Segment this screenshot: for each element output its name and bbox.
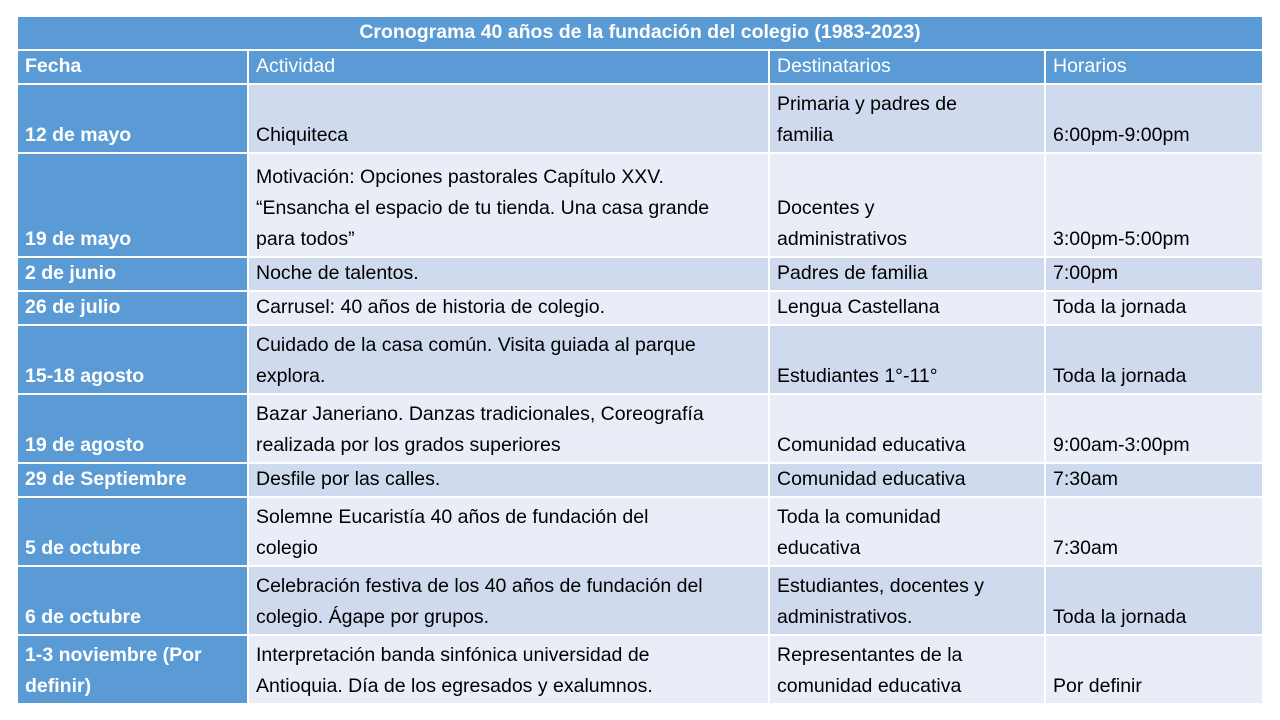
schedule-table (16, 15, 1264, 705)
time-cell (1045, 635, 1263, 704)
activity-cell (248, 257, 769, 291)
time-cell (1045, 325, 1263, 394)
date-cell (17, 291, 248, 325)
date-cell-text: 6 de octubre (25, 606, 141, 628)
time-cell-text: Por definir (1053, 675, 1142, 697)
audience-cell (769, 291, 1045, 325)
activity-cell-text: Noche de talentos. (256, 262, 419, 284)
activity-cell (248, 153, 769, 257)
date-cell (17, 257, 248, 291)
time-cell (1045, 257, 1263, 291)
table-row (17, 291, 1263, 325)
audience-cell-text: Estudiantes 1°-11° (777, 365, 938, 387)
date-cell-text: 5 de octubre (25, 537, 141, 559)
table-row (17, 635, 1263, 704)
table-row (17, 394, 1263, 463)
title-row (17, 16, 1263, 50)
table-row (17, 257, 1263, 291)
header-audience: Destinatarios (769, 50, 1045, 84)
audience-cell (769, 463, 1045, 497)
time-cell (1045, 394, 1263, 463)
audience-cell-text: Comunidad educativa (777, 434, 966, 456)
date-cell-text: 1-3 noviembre (Por definir) (25, 644, 202, 697)
activity-cell-text: Solemne Eucaristía 40 años de fundación del colegio (256, 506, 649, 559)
activity-cell (248, 394, 769, 463)
time-cell-text: 7:30am (1053, 537, 1119, 559)
time-cell (1045, 566, 1263, 635)
activity-cell (248, 463, 769, 497)
audience-cell-text: Toda la comunidad educativa (777, 506, 941, 559)
date-cell (17, 635, 248, 704)
table-row (17, 497, 1263, 566)
activity-cell-text: Celebración festiva de los 40 años de fundación del colegio. Ágape por grupos. (256, 575, 703, 628)
activity-cell-text: Motivación: Opciones pastorales Capítulo XXV. “Ensancha el espacio de tu tienda. Una casa grande para todos” (256, 166, 710, 250)
audience-cell (769, 153, 1045, 257)
audience-cell-text: Comunidad educativa (777, 468, 966, 490)
date-cell (17, 463, 248, 497)
time-cell (1045, 291, 1263, 325)
time-cell (1045, 497, 1263, 566)
time-cell-text: Toda la jornada (1053, 606, 1187, 628)
table-row (17, 84, 1263, 153)
time-cell-text: Toda la jornada (1053, 365, 1187, 387)
time-cell (1045, 463, 1263, 497)
date-cell-text: 12 de mayo (25, 124, 132, 146)
activity-cell (248, 84, 769, 153)
table-title: Cronograma 40 años de la fundación del colegio (1983-2023) (17, 16, 1263, 50)
activity-cell (248, 291, 769, 325)
activity-cell (248, 566, 769, 635)
audience-cell-text: Lengua Castellana (777, 296, 940, 318)
time-cell-text: 9:00am-3:00pm (1053, 434, 1190, 456)
date-cell (17, 394, 248, 463)
date-cell (17, 566, 248, 635)
table-row (17, 463, 1263, 497)
activity-cell-text: Interpretación banda sinfónica universidad de Antioquia. Día de los egresados y exalumnos. (256, 644, 653, 697)
activity-cell (248, 325, 769, 394)
time-cell (1045, 153, 1263, 257)
audience-cell-text: Representantes de la comunidad educativa (777, 644, 963, 697)
header-schedule: Horarios (1045, 50, 1263, 84)
date-cell-text: 26 de julio (25, 296, 121, 318)
activity-cell (248, 497, 769, 566)
audience-cell-text: Primaria y padres de familia (777, 93, 957, 146)
table-row (17, 566, 1263, 635)
audience-cell (769, 635, 1045, 704)
time-cell-text: 3:00pm-5:00pm (1053, 228, 1190, 250)
header-activity: Actividad (248, 50, 769, 84)
time-cell-text: Toda la jornada (1053, 296, 1187, 318)
date-cell-text: 19 de mayo (25, 228, 132, 250)
time-cell (1045, 84, 1263, 153)
table-row (17, 153, 1263, 257)
date-cell-text: 19 de agosto (25, 434, 145, 456)
activity-cell (248, 635, 769, 704)
audience-cell (769, 257, 1045, 291)
audience-cell-text: Padres de familia (777, 262, 928, 284)
time-cell-text: 6:00pm-9:00pm (1053, 124, 1190, 146)
date-cell-text: 2 de junio (25, 262, 117, 284)
date-cell (17, 497, 248, 566)
activity-cell-text: Bazar Janeriano. Danzas tradicionales, Coreografía realizada por los grados superiores (256, 403, 704, 456)
audience-cell-text: Estudiantes, docentes y administrativos. (777, 575, 985, 628)
audience-cell (769, 325, 1045, 394)
date-cell (17, 325, 248, 394)
activity-cell-text: Cuidado de la casa común. Visita guiada al parque explora. (256, 334, 696, 387)
date-cell-text: 15-18 agosto (25, 365, 145, 387)
header-row (17, 50, 1263, 84)
activity-cell-text: Carrusel: 40 años de historia de colegio. (256, 296, 606, 318)
date-cell-text: 29 de Septiembre (25, 468, 187, 490)
audience-cell-text: Docentes y administrativos (777, 197, 908, 250)
activity-cell-text: Desfile por las calles. (256, 468, 441, 490)
date-cell (17, 153, 248, 257)
date-cell (17, 84, 248, 153)
activity-cell-text: Chiquiteca (256, 124, 349, 146)
audience-cell (769, 394, 1045, 463)
audience-cell (769, 566, 1045, 635)
audience-cell (769, 84, 1045, 153)
header-date: Fecha (17, 50, 248, 84)
time-cell-text: 7:00pm (1053, 262, 1119, 284)
time-cell-text: 7:30am (1053, 468, 1119, 490)
audience-cell (769, 497, 1045, 566)
table-row (17, 325, 1263, 394)
